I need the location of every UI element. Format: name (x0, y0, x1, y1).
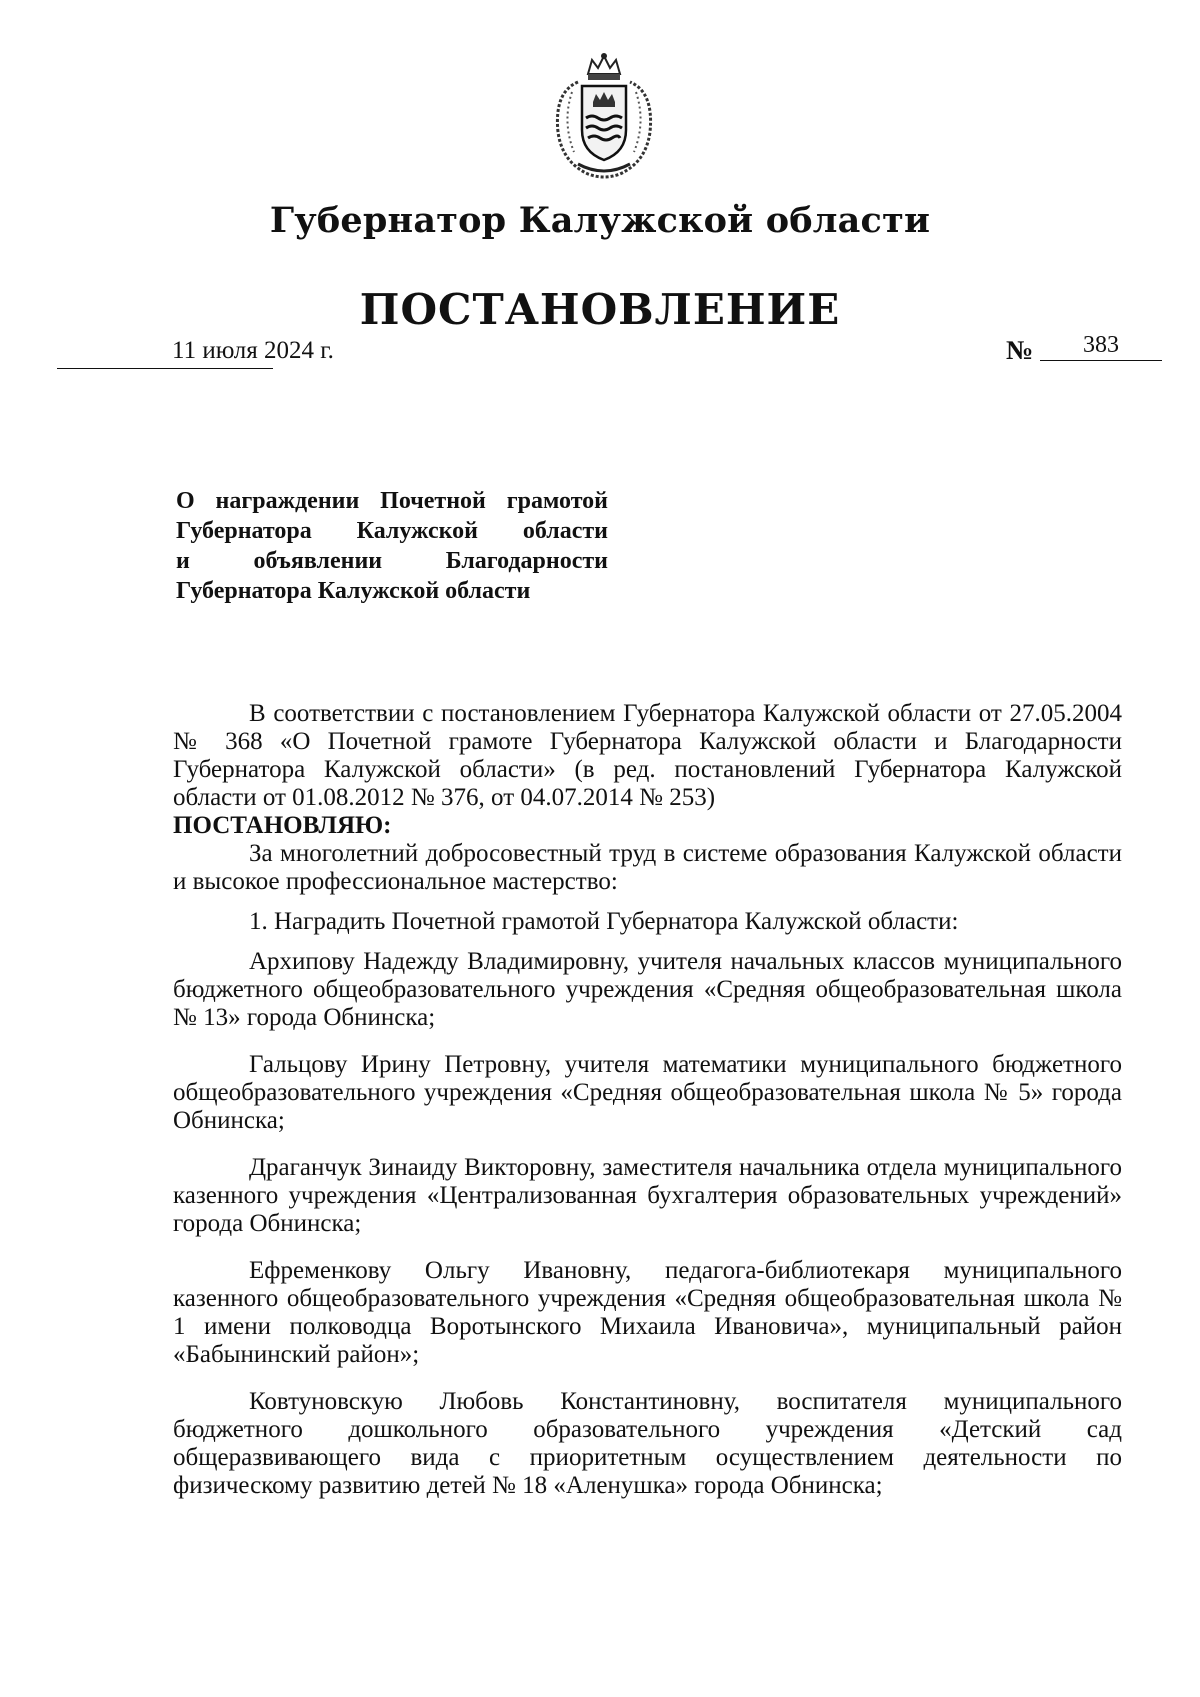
subject-line: Губернатора Калужской области (176, 578, 531, 604)
decree-paragraph (173, 812, 1122, 840)
preamble-text: В соответствии с постановлением Губернатора Калужской области от 27.05.2004 № 368 «О Почетной грамоте Губернатора Калужской области и Благодарности Губернатора Калужской области» (в ред. постановлений Губернатора Калужской области от 01.08.2012 № 376, от 04.07.2014 № 253) (173, 700, 1122, 811)
date-underline (57, 368, 273, 369)
number-label: № (1006, 335, 1034, 365)
issuing-authority: Губернатор Калужской области (269, 200, 931, 241)
coat-of-arms-icon (548, 52, 660, 182)
decree-word: ПОСТАНОВЛЯЮ: (173, 812, 392, 839)
awardee-paragraph: Архипову Надежду Владимировну, учителя начальных классов муниципального бюджетного общеобразовательного учреждения «Средняя общеобразовательная школа № 13» города Обнинска; (173, 948, 1122, 1031)
document-date: 11 июля 2024 г. (172, 337, 334, 364)
reason-paragraph: За многолетний добросовестный труд в системе образования Калужской области и высокое профессиональное мастерство: (173, 840, 1122, 895)
item-1-paragraph: 1. Наградить Почетной грамотой Губернатора Калужской области: (249, 908, 959, 935)
subject-line: Губернатора Калужской области (176, 518, 608, 544)
awardee-paragraph: Драганчук Зинаиду Викторовну, заместителя начальника отдела муниципального казенного учреждения «Централизованная бухгалтерия образовательных учреждений» города Обнинска; (173, 1154, 1122, 1237)
document-number: 383 (1083, 332, 1119, 358)
preamble-paragraph (173, 700, 1122, 812)
awardee-paragraph: Гальцову Ирину Петровну, учителя математики муниципального бюджетного общеобразовательного учреждения «Средняя общеобразовательная школа № 5» города Обнинска; (173, 1051, 1122, 1134)
subject-line: О награждении Почетной грамотой (176, 488, 608, 514)
awardee-paragraph: Ефременкову Ольгу Ивановну, педагога-библиотекаря муниципального казенного общеобразовательного учреждения «Средняя общеобразовательная школа № 1 имени полководца Воротынского Михаила Ивановича», муниципальный район «Бабынинский район»; (173, 1257, 1122, 1368)
document-type-title: ПОСТАНОВЛЕНИЕ (359, 285, 841, 334)
subject-line: и объявлении Благодарности (176, 548, 608, 574)
awardee-paragraph: Ковтуновскую Любовь Константиновну, воспитателя муниципального бюджетного дошкольного образовательного учреждения «Детский сад общеразвивающего вида с приоритетным осуществлением деятельности по физическому развитию детей № 18 «Аленушка» города Обнинска; (173, 1388, 1122, 1499)
document-subject (176, 486, 608, 606)
number-underline (1040, 360, 1162, 361)
document-body (173, 700, 1122, 1500)
